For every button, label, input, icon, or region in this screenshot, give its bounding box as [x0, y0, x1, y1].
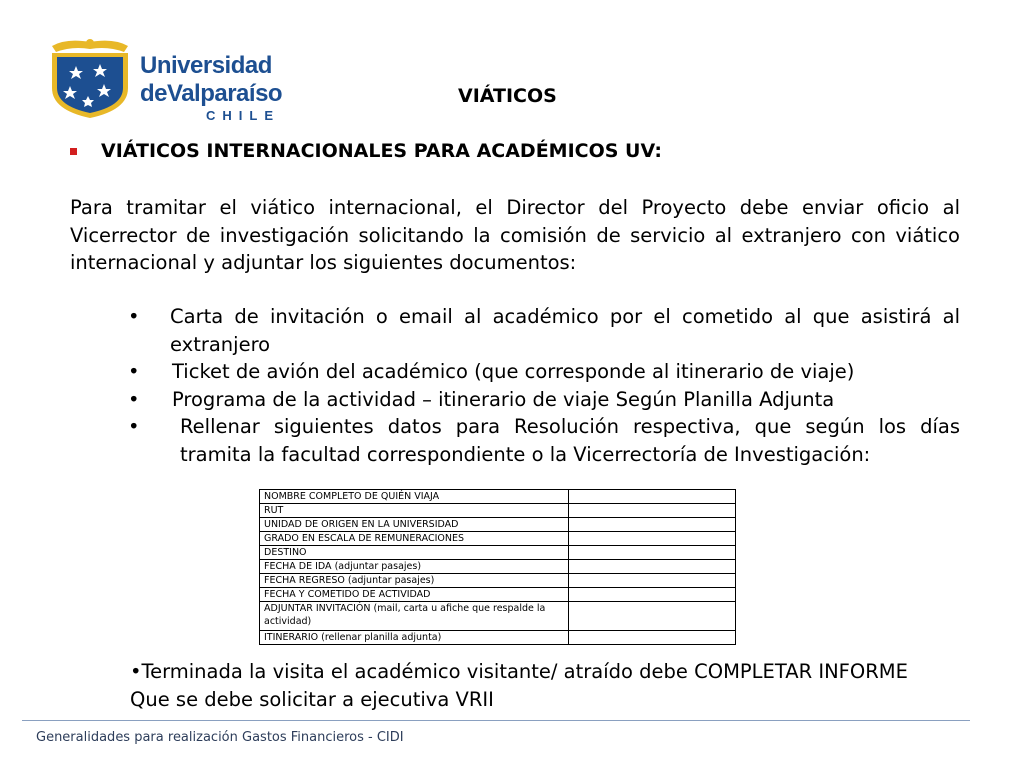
- bullet-icon: •: [128, 305, 140, 328]
- form-field-value: [569, 546, 736, 560]
- form-field-value: [569, 588, 736, 602]
- table-row: [260, 588, 736, 602]
- section-heading: [70, 140, 662, 162]
- form-field-label: NOMBRE COMPLETO DE QUIÉN VIAJA: [260, 490, 569, 504]
- form-field-label: FECHA REGRESO (adjuntar pasajes): [260, 574, 569, 588]
- form-field-label: ITINERARIO (rellenar planilla adjunta): [260, 631, 569, 645]
- logo-wordmark-line3: CHILE: [206, 108, 280, 123]
- form-field-value: [569, 490, 736, 504]
- list-item-text: Programa de la actividad – itinerario de viaje Según Planilla Adjunta: [172, 387, 835, 411]
- form-field-value: [569, 518, 736, 532]
- form-field-label: DESTINO: [260, 546, 569, 560]
- table-row: [260, 602, 736, 631]
- bullet-icon: •: [128, 387, 140, 411]
- form-field-label: FECHA Y COMETIDO DE ACTIVIDAD: [260, 588, 569, 602]
- footer-divider: [22, 720, 970, 721]
- list-item-text: Carta de invitación o email al académico por el cometido al que asistirá al extranjero: [170, 305, 960, 356]
- form-field-label: FECHA DE IDA (adjuntar pasajes): [260, 560, 569, 574]
- table-row: [260, 560, 736, 574]
- form-field-value: [569, 532, 736, 546]
- list-item: [128, 303, 960, 358]
- list-item-text: Ticket de avión del académico (que corresponde al itinerario de viaje): [172, 360, 855, 383]
- university-logo: [42, 36, 283, 126]
- travel-data-form-table: [259, 489, 736, 645]
- list-item: [128, 358, 960, 386]
- list-item: [128, 386, 960, 414]
- form-field-value: [569, 574, 736, 588]
- university-crest-icon: [42, 36, 138, 120]
- form-field-value: [569, 504, 736, 518]
- form-field-value: [569, 602, 736, 631]
- square-bullet-icon: [70, 148, 77, 155]
- table-row: [260, 532, 736, 546]
- bullet-icon: •: [128, 360, 140, 383]
- slide-title: VIÁTICOS: [458, 85, 557, 107]
- table-row: [260, 518, 736, 532]
- bullet-icon: •: [128, 415, 140, 438]
- table-row: [260, 490, 736, 504]
- section-heading-text: VIÁTICOS INTERNACIONALES PARA ACADÉMICOS UV:: [101, 140, 662, 162]
- list-item-text: Rellenar siguientes datos para Resolución respectiva, que según los días tramita la facultad correspondiente o la Vicerrectoría de Investigación:: [180, 415, 960, 466]
- closing-note: [130, 658, 908, 713]
- intro-paragraph: Para tramitar el viático internacional, el Director del Proyecto debe enviar oficio al Vicerrector de investigación solicitando la comisión de servicio al extranjero con viático internacional y adjuntar los siguientes documentos:: [70, 196, 960, 274]
- form-field-label: GRADO EN ESCALA DE REMUNERACIONES: [260, 532, 569, 546]
- logo-wordmark-line2: deValparaíso: [140, 80, 283, 107]
- closing-line-2: Que se debe solicitar a ejecutiva VRII: [130, 687, 494, 711]
- table-row: [260, 631, 736, 645]
- list-item: [128, 413, 960, 468]
- table-row: [260, 546, 736, 560]
- footer-text: Generalidades para realización Gastos Financieros - CIDI: [36, 730, 404, 745]
- logo-wordmark-line1: Universidad: [140, 52, 272, 79]
- form-field-label: ADJUNTAR INVITACIÓN (mail, carta u afiche que respalde la actividad): [260, 602, 569, 631]
- closing-line-1: •Terminada la visita el académico visitante/ atraído debe COMPLETAR INFORME: [130, 660, 908, 683]
- form-field-value: [569, 560, 736, 574]
- form-field-label: RUT: [260, 504, 569, 518]
- form-field-label: UNIDAD DE ORIGEN EN LA UNIVERSIDAD: [260, 518, 569, 532]
- requirements-list: [128, 303, 960, 468]
- table-row: [260, 504, 736, 518]
- table-row: [260, 574, 736, 588]
- form-field-value: [569, 631, 736, 645]
